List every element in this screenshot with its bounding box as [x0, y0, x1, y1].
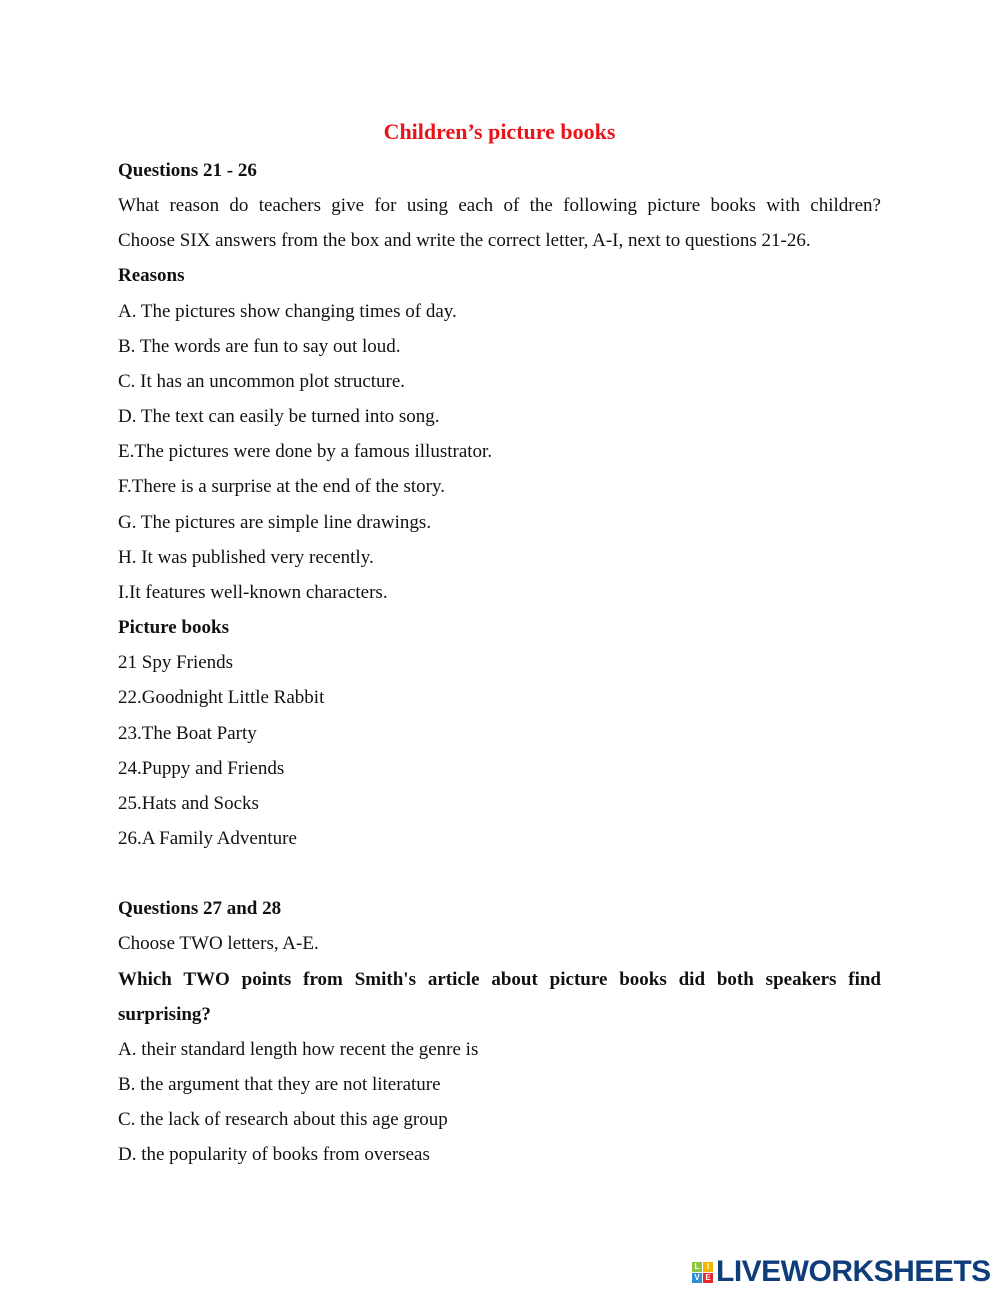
option-item: D. the popularity of books from overseas — [118, 1144, 430, 1166]
reasons-heading: Reasons — [118, 265, 185, 287]
options-list — [118, 1032, 881, 1173]
books-list — [118, 645, 881, 856]
liveworksheets-logo — [692, 1255, 991, 1289]
book-item: 22.Goodnight Little Rabbit — [118, 687, 325, 709]
reasons-list — [118, 294, 881, 610]
reason-item: H. It was published very recently. — [118, 546, 374, 568]
reason-item: G. The pictures are simple line drawings. — [118, 511, 432, 533]
option-item: A. their standard length how recent the genre is — [118, 1038, 479, 1060]
book-item: 25.Hats and Socks — [118, 792, 259, 814]
page-title: Children’s picture books — [383, 119, 616, 144]
spacer — [118, 856, 881, 891]
reason-item: D. The text can easily be turned into song. — [118, 406, 440, 428]
logo-tile: E — [703, 1273, 713, 1283]
logo-tile: I — [703, 1262, 713, 1272]
logo-text: LIVEWORKSHEETS — [716, 1255, 991, 1288]
reason-item: E.The pictures were done by a famous illustrator. — [118, 441, 493, 463]
reason-item: C. It has an uncommon plot structure. — [118, 370, 406, 392]
reason-item: B. The words are fun to say out loud. — [118, 335, 401, 357]
logo-tiles-icon — [692, 1262, 713, 1283]
logo-tile: L — [692, 1262, 702, 1272]
instruction-text: Choose SIX answers from the box and write the correct letter, A-I, next to questions 21-26. — [118, 230, 811, 252]
logo-tile: V — [692, 1273, 702, 1283]
book-item: 26.A Family Adventure — [118, 827, 297, 849]
option-item: B. the argument that they are not literature — [118, 1074, 441, 1096]
book-item: 24.Puppy and Friends — [118, 757, 285, 779]
reason-item: F.There is a surprise at the end of the story. — [118, 476, 446, 498]
option-item: C. the lack of research about this age group — [118, 1109, 448, 1131]
reason-item: A. The pictures show changing times of day. — [118, 300, 457, 322]
question-text: Which TWO points from Smith's article about picture books did both speakers find surprising? — [118, 968, 881, 1025]
reason-item: I.It features well-known characters. — [118, 581, 388, 603]
section-heading: Questions 21 - 26 — [118, 160, 257, 181]
section-heading: Questions 27 and 28 — [118, 898, 282, 920]
book-item: 21 Spy Friends — [118, 652, 234, 674]
instruction-text: Choose TWO letters, A-E. — [118, 933, 319, 955]
worksheet-page — [118, 114, 881, 1173]
books-heading: Picture books — [118, 617, 230, 639]
instruction-text: What reason do teachers give for using each of the following picture books with children? — [118, 195, 881, 217]
book-item: 23.The Boat Party — [118, 722, 257, 744]
